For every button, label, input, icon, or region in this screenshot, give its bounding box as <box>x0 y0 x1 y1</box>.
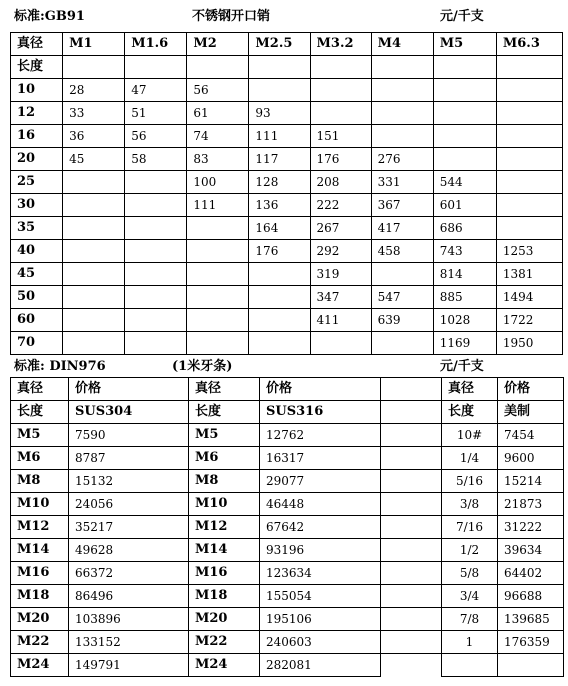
size-cell: M22 <box>11 631 69 654</box>
price-cell <box>249 263 310 286</box>
price-cell: 155054 <box>260 585 381 608</box>
price-cell: 319 <box>310 263 371 286</box>
price-cell <box>371 263 433 286</box>
empty-cell <box>125 56 187 79</box>
price-cell <box>125 332 187 355</box>
size-cell: M24 <box>11 654 69 677</box>
price-cell: 15132 <box>69 470 189 493</box>
table-row <box>11 263 563 286</box>
price-cell: 66372 <box>69 562 189 585</box>
price-header: 价格 <box>260 378 381 401</box>
price-cell <box>125 240 187 263</box>
spacer-cell <box>381 493 442 516</box>
price-cell <box>433 148 496 171</box>
table-row <box>11 309 563 332</box>
length-cell: 10 <box>11 79 63 102</box>
size-cell: M10 <box>11 493 69 516</box>
price-cell: 8787 <box>69 447 189 470</box>
price-cell: 176359 <box>498 631 564 654</box>
table-title-threaded-rod: (1米牙条) <box>172 359 233 374</box>
price-cell <box>310 332 371 355</box>
table-row <box>11 125 563 148</box>
table-row <box>11 240 563 263</box>
empty-cell <box>496 56 562 79</box>
unit-label-2: 元/千支 <box>440 359 484 374</box>
price-cell: 417 <box>371 217 433 240</box>
us-size-cell: 10# <box>442 424 498 447</box>
price-cell: 36 <box>63 125 125 148</box>
header-row-2 <box>11 56 563 79</box>
table-row <box>11 194 563 217</box>
price-cell: 96688 <box>498 585 564 608</box>
size-cell: M5 <box>189 424 260 447</box>
price-cell: 1253 <box>496 240 562 263</box>
price-cell <box>187 263 249 286</box>
size-cell: M22 <box>189 631 260 654</box>
price-cell <box>433 79 496 102</box>
price-cell: 222 <box>310 194 371 217</box>
length-cell: 30 <box>11 194 63 217</box>
us-size-cell: 5/16 <box>442 470 498 493</box>
price-cell: 111 <box>249 125 310 148</box>
price-cell <box>310 102 371 125</box>
length-cell: 70 <box>11 332 63 355</box>
corner-label-length: 长度 <box>11 56 63 79</box>
price-cell: 743 <box>433 240 496 263</box>
diameter-header: 真径 <box>11 378 69 401</box>
size-cell: M18 <box>189 585 260 608</box>
price-cell: 51 <box>125 102 187 125</box>
price-cell: 123634 <box>260 562 381 585</box>
column-header: M2.5 <box>249 33 310 56</box>
table-row <box>11 631 564 654</box>
price-cell: 1028 <box>433 309 496 332</box>
price-cell: 544 <box>433 171 496 194</box>
length-header: 长度 <box>189 401 260 424</box>
price-cell: 46448 <box>260 493 381 516</box>
price-cell: 240603 <box>260 631 381 654</box>
price-cell: 267 <box>310 217 371 240</box>
price-cell <box>187 332 249 355</box>
price-cell <box>371 79 433 102</box>
price-cell: 367 <box>371 194 433 217</box>
price-cell: 331 <box>371 171 433 194</box>
table-row <box>11 332 563 355</box>
length-cell: 16 <box>11 125 63 148</box>
price-cell <box>63 309 125 332</box>
price-cell: 176 <box>310 148 371 171</box>
spacer-cell <box>381 424 442 447</box>
price-cell: 16317 <box>260 447 381 470</box>
table-row <box>11 562 564 585</box>
price-cell <box>496 194 562 217</box>
price-cell: 292 <box>310 240 371 263</box>
length-cell: 45 <box>11 263 63 286</box>
price-cell: 9600 <box>498 447 564 470</box>
price-cell: 21873 <box>498 493 564 516</box>
size-cell: M18 <box>11 585 69 608</box>
material-header-sus316: SUS316 <box>260 401 381 424</box>
price-cell: 74 <box>187 125 249 148</box>
column-header: M1 <box>63 33 125 56</box>
price-cell: 103896 <box>69 608 189 631</box>
empty-cell <box>371 56 433 79</box>
material-header-sus304: SUS304 <box>69 401 189 424</box>
cotter-pin-price-table <box>10 32 563 355</box>
spacer-cell <box>381 470 442 493</box>
length-header: 长度 <box>11 401 69 424</box>
spacer-cell <box>381 516 442 539</box>
price-cell <box>63 332 125 355</box>
price-cell <box>496 217 562 240</box>
table-row <box>11 148 563 171</box>
length-cell: 20 <box>11 148 63 171</box>
price-cell <box>496 171 562 194</box>
price-cell <box>249 286 310 309</box>
price-cell <box>125 217 187 240</box>
size-cell: M5 <box>11 424 69 447</box>
price-cell <box>496 102 562 125</box>
length-cell: 35 <box>11 217 63 240</box>
price-cell: 128 <box>249 171 310 194</box>
standard-label-gb91: 标准:GB91 <box>14 9 85 24</box>
table-row <box>11 171 563 194</box>
header-row-2 <box>11 401 564 424</box>
price-cell <box>496 79 562 102</box>
price-cell <box>63 171 125 194</box>
price-cell: 24056 <box>69 493 189 516</box>
price-cell: 411 <box>310 309 371 332</box>
price-cell: 61 <box>187 102 249 125</box>
column-header: M6.3 <box>496 33 562 56</box>
size-cell: M6 <box>11 447 69 470</box>
price-cell: 276 <box>371 148 433 171</box>
price-header: 价格 <box>69 378 189 401</box>
price-cell: 83 <box>187 148 249 171</box>
table-row <box>11 447 564 470</box>
spacer-cell <box>381 539 442 562</box>
length-cell: 25 <box>11 171 63 194</box>
diameter-header: 真径 <box>189 378 260 401</box>
price-cell: 67642 <box>260 516 381 539</box>
price-cell: 45 <box>63 148 125 171</box>
unit-label-1: 元/千支 <box>440 9 484 24</box>
size-cell: M8 <box>11 470 69 493</box>
price-cell: 347 <box>310 286 371 309</box>
price-cell: 639 <box>371 309 433 332</box>
column-header: M2 <box>187 33 249 56</box>
price-cell: 12762 <box>260 424 381 447</box>
empty-cell <box>310 56 371 79</box>
price-cell: 601 <box>433 194 496 217</box>
size-cell: M8 <box>189 470 260 493</box>
price-cell: 686 <box>433 217 496 240</box>
table-row <box>11 493 564 516</box>
table-row <box>11 286 563 309</box>
price-cell: 208 <box>310 171 371 194</box>
price-cell <box>125 194 187 217</box>
price-cell: 458 <box>371 240 433 263</box>
size-cell: M20 <box>189 608 260 631</box>
price-cell: 885 <box>433 286 496 309</box>
price-cell: 49628 <box>69 539 189 562</box>
price-cell: 58 <box>125 148 187 171</box>
price-cell: 136 <box>249 194 310 217</box>
price-cell <box>125 263 187 286</box>
column-header: M4 <box>371 33 433 56</box>
length-header: 长度 <box>442 401 498 424</box>
price-cell <box>63 217 125 240</box>
spacer-cell <box>381 401 442 424</box>
length-cell: 60 <box>11 309 63 332</box>
material-header-us: 美制 <box>498 401 564 424</box>
size-cell: M12 <box>11 516 69 539</box>
corner-label-diameter: 真径 <box>11 33 63 56</box>
size-cell: M16 <box>189 562 260 585</box>
us-size-cell: 3/4 <box>442 585 498 608</box>
table-row <box>11 539 564 562</box>
us-size-cell: 1 <box>442 631 498 654</box>
price-cell: 282081 <box>260 654 381 677</box>
price-cell <box>63 194 125 217</box>
spacer-cell <box>381 378 442 401</box>
price-cell: 1950 <box>496 332 562 355</box>
price-cell: 111 <box>187 194 249 217</box>
price-cell: 100 <box>187 171 249 194</box>
price-cell: 164 <box>249 217 310 240</box>
price-cell <box>63 240 125 263</box>
price-cell <box>496 125 562 148</box>
price-cell <box>249 332 310 355</box>
empty-cell <box>187 56 249 79</box>
price-cell: 29077 <box>260 470 381 493</box>
column-header: M3.2 <box>310 33 371 56</box>
price-cell <box>249 309 310 332</box>
price-cell: 86496 <box>69 585 189 608</box>
price-cell: 56 <box>187 79 249 102</box>
price-cell: 176 <box>249 240 310 263</box>
price-cell <box>63 263 125 286</box>
price-cell: 7454 <box>498 424 564 447</box>
price-cell: 7590 <box>69 424 189 447</box>
price-cell <box>249 79 310 102</box>
price-cell <box>187 240 249 263</box>
size-cell: M12 <box>189 516 260 539</box>
price-cell <box>371 102 433 125</box>
price-cell: 547 <box>371 286 433 309</box>
us-size-cell: 1/2 <box>442 539 498 562</box>
price-cell: 31222 <box>498 516 564 539</box>
table-row <box>11 217 563 240</box>
price-cell <box>187 309 249 332</box>
price-cell <box>371 332 433 355</box>
size-cell: M16 <box>11 562 69 585</box>
table-row <box>11 608 564 631</box>
price-cell: 56 <box>125 125 187 148</box>
price-cell <box>187 286 249 309</box>
price-cell <box>496 148 562 171</box>
price-cell: 117 <box>249 148 310 171</box>
price-cell <box>125 171 187 194</box>
us-size-cell: 7/16 <box>442 516 498 539</box>
length-cell: 50 <box>11 286 63 309</box>
price-cell <box>125 309 187 332</box>
spacer-cell <box>381 654 442 677</box>
empty-cell <box>249 56 310 79</box>
size-cell: M24 <box>189 654 260 677</box>
table-row <box>11 102 563 125</box>
table-row <box>11 585 564 608</box>
price-cell: 28 <box>63 79 125 102</box>
price-cell <box>433 125 496 148</box>
price-cell: 195106 <box>260 608 381 631</box>
price-cell: 1381 <box>496 263 562 286</box>
price-cell: 35217 <box>69 516 189 539</box>
column-header: M1.6 <box>125 33 187 56</box>
size-cell: M6 <box>189 447 260 470</box>
diameter-header: 真径 <box>442 378 498 401</box>
table-title-cotter-pin: 不锈钢开口销 <box>192 9 271 24</box>
price-cell <box>498 654 564 677</box>
table-row <box>11 470 564 493</box>
spacer-cell <box>381 608 442 631</box>
price-cell: 814 <box>433 263 496 286</box>
price-cell: 93196 <box>260 539 381 562</box>
price-cell: 93 <box>249 102 310 125</box>
header-row <box>11 33 563 56</box>
size-cell: M20 <box>11 608 69 631</box>
size-cell: M14 <box>11 539 69 562</box>
table-row <box>11 79 563 102</box>
price-cell <box>187 217 249 240</box>
us-size-cell: 7/8 <box>442 608 498 631</box>
spacer-cell <box>381 585 442 608</box>
price-cell: 151 <box>310 125 371 148</box>
table-row <box>11 654 564 677</box>
table-row <box>11 424 564 447</box>
price-cell: 64402 <box>498 562 564 585</box>
price-cell <box>63 286 125 309</box>
price-cell: 149791 <box>69 654 189 677</box>
length-cell: 40 <box>11 240 63 263</box>
us-size-cell <box>442 654 498 677</box>
price-cell <box>310 79 371 102</box>
price-cell: 47 <box>125 79 187 102</box>
spacer-cell <box>381 562 442 585</box>
standard-label-din976: 标准: DIN976 <box>14 359 106 374</box>
us-size-cell: 1/4 <box>442 447 498 470</box>
price-header: 价格 <box>498 378 564 401</box>
price-cell: 15214 <box>498 470 564 493</box>
size-cell: M14 <box>189 539 260 562</box>
us-size-cell: 5/8 <box>442 562 498 585</box>
spacer-cell <box>381 447 442 470</box>
us-size-cell: 3/8 <box>442 493 498 516</box>
price-cell <box>371 125 433 148</box>
price-cell: 139685 <box>498 608 564 631</box>
price-cell: 1494 <box>496 286 562 309</box>
price-cell: 39634 <box>498 539 564 562</box>
price-cell <box>433 102 496 125</box>
table-row <box>11 516 564 539</box>
column-header: M5 <box>433 33 496 56</box>
header-row <box>11 378 564 401</box>
price-cell <box>125 286 187 309</box>
size-cell: M10 <box>189 493 260 516</box>
empty-cell <box>63 56 125 79</box>
price-cell: 33 <box>63 102 125 125</box>
threaded-rod-price-table <box>10 377 564 677</box>
price-cell: 1169 <box>433 332 496 355</box>
spacer-cell <box>381 631 442 654</box>
price-cell: 133152 <box>69 631 189 654</box>
length-cell: 12 <box>11 102 63 125</box>
empty-cell <box>433 56 496 79</box>
price-cell: 1722 <box>496 309 562 332</box>
